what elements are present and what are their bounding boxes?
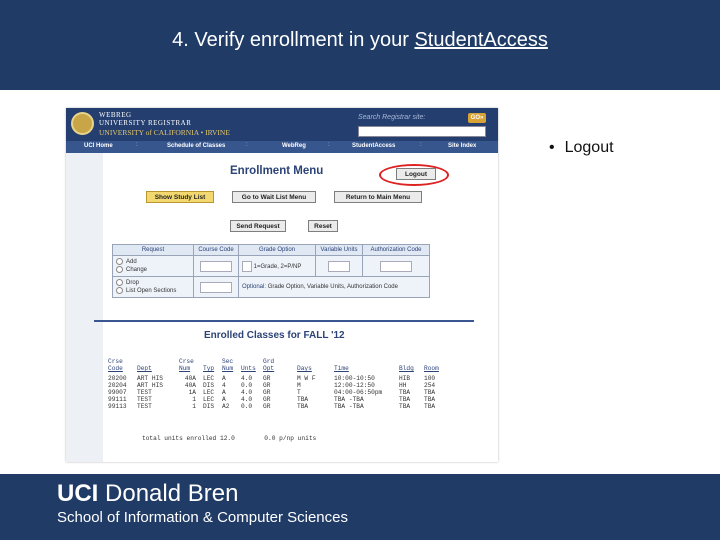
request-row-add-change [113,256,430,277]
header-request: Request [113,245,194,256]
header-grade-option: Grade Option [239,245,316,256]
send-request-button[interactable]: Send Request [230,220,286,232]
enrolled-header [108,365,498,372]
slide-title-prefix: 4. Verify enrollment in your [172,29,415,51]
table-cell: GR [263,389,271,396]
banner-university: UNIVERSITY of CALIFORNIA • IRVINE [99,128,230,137]
table-cell: GR [263,382,271,389]
pnp-units-text: 0.0 p/np units [264,435,317,442]
table-cell: DIS [203,403,215,410]
footer-school: School of Information & Computer Sciences [57,509,348,526]
table-cell: A2 [222,403,230,410]
header-num: Num [179,365,191,372]
table-cell: A [222,389,226,396]
footer-donald-bren: Donald Bren [105,480,239,507]
search-go-button[interactable]: GO» [468,113,486,123]
nav-uci-home[interactable]: UCI Home [84,143,113,149]
table-cell: 99113 [108,403,127,410]
table-cell: 40A [184,382,196,389]
header-time: Time [334,365,349,372]
uc-seal-icon [71,112,94,135]
search-input[interactable] [358,126,486,137]
header-room: Room [424,365,439,372]
table-cell: 4.0 [241,396,253,403]
table-cell: 20200 [108,375,127,382]
banner-registrar: UNIVERSITY REGISTRAR [99,119,192,127]
enrollment-menu-title: Enrollment Menu [230,165,324,177]
table-cell: TBA [399,389,411,396]
table-cell: TEST [137,396,152,403]
return-main-menu-button[interactable]: Return to Main Menu [334,191,422,203]
wait-list-menu-button[interactable]: Go to Wait List Menu [232,191,316,203]
table-cell: 99111 [108,396,127,403]
course-code-input[interactable] [200,261,232,272]
bullet-dot-icon: • [549,139,555,156]
request-table-header [113,245,430,256]
change-radio[interactable] [116,266,123,273]
banner-webreg: WEBREG [99,111,132,119]
table-cell: HH [399,382,407,389]
drop-label: Drop [126,280,140,286]
table-cell: 99007 [108,389,127,396]
logout-button[interactable]: Logout [396,168,436,180]
add-radio[interactable] [116,258,123,265]
add-label: Add [126,259,137,265]
search-label: Search Registrar site: [358,114,426,121]
list-open-sections-label: List Open Sections [126,288,177,295]
variable-units-input[interactable] [328,261,350,272]
variable-units-cell [316,256,363,277]
table-cell: 4 [222,382,226,389]
table-cell: TEST [137,403,152,410]
drop-course-code-cell [194,277,239,298]
webreg-screenshot [66,108,498,462]
table-cell: TBA -TBA [334,403,364,410]
table-cell: DIS [203,382,215,389]
table-cell: 12:00-12:50 [334,382,375,389]
table-cell: TBA [399,403,411,410]
total-units-text: total units enrolled 12.0 [142,435,235,442]
header-units: Unts [241,365,256,372]
table-cell: LEC [203,389,215,396]
webreg-banner [66,108,498,141]
table-cell: M [297,382,301,389]
table-cell: ART HIS [137,382,163,389]
enrollment-totals [142,435,316,442]
header-crse: Crse [179,358,194,365]
table-cell: 1 [192,403,196,410]
reset-button[interactable]: Reset [308,220,338,232]
table-cell: 1 [192,396,196,403]
studentaccess-link[interactable]: StudentAccess [414,29,548,51]
header-sec: Sec [222,358,234,365]
table-cell: TBA [399,396,411,403]
logout-highlight-ring [379,164,449,186]
request-options-add-change [113,256,194,277]
table-cell: 40A [184,375,196,382]
table-cell: TBA [297,396,309,403]
table-cell: A [222,375,226,382]
table-cell: LEC [203,375,215,382]
header-variable-units: Variable Units [316,245,363,256]
table-cell: 20204 [108,382,127,389]
header-dept: Dept [137,365,152,372]
table-cell: ART HIS [137,375,163,382]
optional-label: Optional: [242,284,267,290]
table-cell: HIB [399,375,411,382]
nav-studentaccess[interactable]: StudentAccess [352,143,396,149]
enrolled-classes-table [108,358,498,410]
request-options-drop [113,277,194,298]
table-cell: GR [263,396,271,403]
table-row [108,389,498,396]
section-divider [94,320,474,322]
authorization-code-cell [363,256,430,277]
list-open-sections-option[interactable] [116,287,190,295]
drop-option[interactable] [116,279,190,287]
header-grd: Grd [263,358,275,365]
request-table [112,244,430,298]
table-cell: A [222,396,226,403]
header-opt: Opt [263,365,275,372]
table-cell: 1A [188,389,196,396]
change-option[interactable] [116,266,190,274]
table-cell: GR [263,375,271,382]
nav-separator: : [246,142,248,148]
list-open-sections-radio[interactable] [116,287,123,294]
grade-option-hint: 1=Grade, 2=P/NP [253,263,302,270]
table-row [108,403,498,410]
drop-course-code-input[interactable] [200,282,232,293]
nav-site-index[interactable]: Site Index [448,143,477,149]
nav-separator: : [420,142,422,148]
course-code-cell [194,256,239,277]
change-label: Change [126,267,148,274]
header-bldg: Bldg [399,365,414,372]
enrolled-classes-title: Enrolled Classes for FALL '12 [204,330,345,341]
request-row-drop [113,277,430,298]
nav-schedule-of-classes[interactable]: Schedule of Classes [167,143,226,149]
table-cell: TBA [424,389,436,396]
optional-note-cell [239,277,430,298]
nav-separator: : [328,142,330,148]
table-cell: 4.0 [241,389,253,396]
show-study-list-button[interactable]: Show Study List [146,191,214,203]
header-crse: Crse [108,358,123,365]
logout-bullet [549,139,614,157]
table-cell: TBA [297,403,309,410]
optional-text: Grade Option, Variable Units, Authorization Code [267,284,398,290]
header-days: Days [297,365,312,372]
table-cell: M W F [297,375,316,382]
nav-separator: : [136,142,138,148]
add-option[interactable] [116,258,190,266]
webreg-navbar [66,141,498,153]
table-cell: TEST [137,389,152,396]
table-cell: 04:00-06:50pm [334,389,383,396]
table-cell: 100 [424,375,436,382]
authorization-code-input[interactable] [380,261,412,272]
table-cell: 254 [424,382,436,389]
table-row [108,382,498,389]
nav-webreg[interactable]: WebReg [282,143,306,149]
header-code: Code [108,365,123,372]
slide-title [0,29,720,52]
table-cell: 0.0 [241,403,253,410]
table-cell: 10:00-10:50 [334,375,375,382]
table-cell: GR [263,403,271,410]
enrolled-header-top [108,358,498,365]
table-cell: TBA [424,396,436,403]
table-row [108,396,498,403]
bullet-text: Logout [564,139,614,156]
header-typ: Typ [203,365,215,372]
table-cell: TBA -TBA [334,396,364,403]
table-cell: TBA [424,403,436,410]
left-column [66,153,103,462]
footer-uci: UCI [57,480,99,507]
table-cell: T [297,389,301,396]
table-cell: LEC [203,396,215,403]
grade-option-cell [239,256,316,277]
drop-radio[interactable] [116,279,123,286]
table-cell: 4.0 [241,375,253,382]
table-cell: 0.0 [241,382,253,389]
table-row [108,375,498,382]
header-course-code: Course Code [194,245,239,256]
grade-option-input[interactable] [242,261,252,272]
header-sec-num: Num [222,365,234,372]
header-authorization-code: Authorization Code [363,245,430,256]
footer-brand-line [57,480,238,508]
